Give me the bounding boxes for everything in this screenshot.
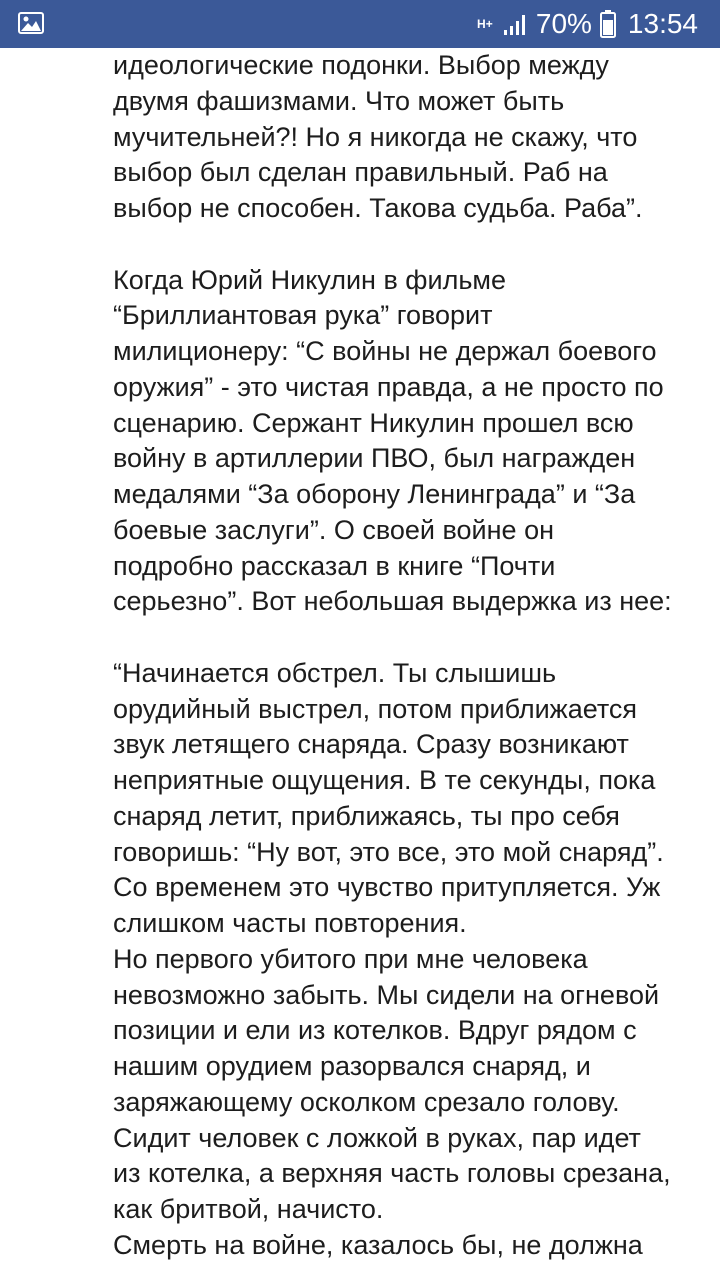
image-icon	[18, 12, 44, 34]
text-line: позиции и ели из котелков. Вдруг рядом с	[113, 1015, 637, 1046]
text-line: двумя фашизмами. Что может быть	[113, 85, 565, 116]
text-line: слишком часты повторения.	[113, 908, 467, 938]
status-bar	[0, 0, 720, 48]
text-line: Со временем это чувство притупляется. Уж	[113, 872, 661, 903]
text-line: невозможно забыть. Мы сидели на огневой	[113, 979, 660, 1010]
network-type-label: H+	[477, 16, 493, 31]
text-line: Когда Юрий Никулин в фильме	[113, 264, 507, 295]
text-line: звук летящего снаряда. Сразу возникают	[113, 729, 629, 760]
text-line: говоришь: “Ну вот, это все, это мой снаряд”.	[113, 836, 664, 867]
text-line: боевые заслуги”. О своей войне он	[113, 514, 554, 545]
paragraph-break	[113, 227, 720, 263]
battery-percent: 70%	[535, 8, 592, 39]
text-line: как бритвой, начисто.	[113, 1194, 384, 1224]
text-line: выбор был сделан правильный. Раб на	[113, 157, 608, 188]
text-line: неприятные ощущения. В те секунды, пока	[113, 765, 656, 795]
text-line: оружия” - это чистая правда, а не просто по	[113, 371, 664, 402]
text-line: снаряд летит, приближаясь, ты про себя	[113, 800, 620, 831]
cellular-signal-icon	[502, 12, 530, 36]
text-line: подробно рассказал в книге “Почти	[113, 550, 556, 581]
text-line: “Бриллиантовая рука” говорит	[113, 300, 493, 331]
text-line: серьезно”. Вот небольшая выдержка из нее:	[113, 586, 672, 617]
text-line: мучительней?! Но я никогда не скажу, что	[113, 121, 638, 152]
text-line: орудийный выстрел, потом приближается	[113, 693, 638, 724]
text-line: заряжающему осколком срезало голову.	[113, 1086, 620, 1117]
text-line: Смерть на войне, казалось бы, не должна	[113, 1229, 643, 1260]
clock: 13:54	[627, 8, 698, 39]
text-line: “Начинается обстрел. Ты слышишь	[113, 657, 557, 688]
text-line: Но первого убитого при мне человека	[113, 943, 588, 974]
battery-icon	[600, 10, 616, 38]
article-text	[113, 48, 720, 1264]
text-line: Сидит человек с ложкой в руках, пар идет	[113, 1122, 641, 1153]
text-line: сценарию. Сержант Никулин прошел всю	[113, 407, 634, 438]
text-line: войну в артиллерии ПВО, был награжден	[113, 443, 636, 474]
status-indicators	[476, 0, 698, 48]
text-line: идеологические подонки. Выбор между	[113, 50, 609, 80]
text-line: милиционеру: “С войны не держал боевого	[113, 336, 657, 366]
text-line: медалями “За оборону Ленинграда” и “За	[113, 479, 636, 509]
text-line: выбор не способен. Такова судьба. Раба”.	[113, 193, 643, 223]
paragraph-break	[113, 620, 720, 656]
text-line: нашим орудием разорвался снаряд, и	[113, 1051, 591, 1081]
text-line: из котелка, а верхняя часть головы срезана,	[113, 1158, 671, 1189]
